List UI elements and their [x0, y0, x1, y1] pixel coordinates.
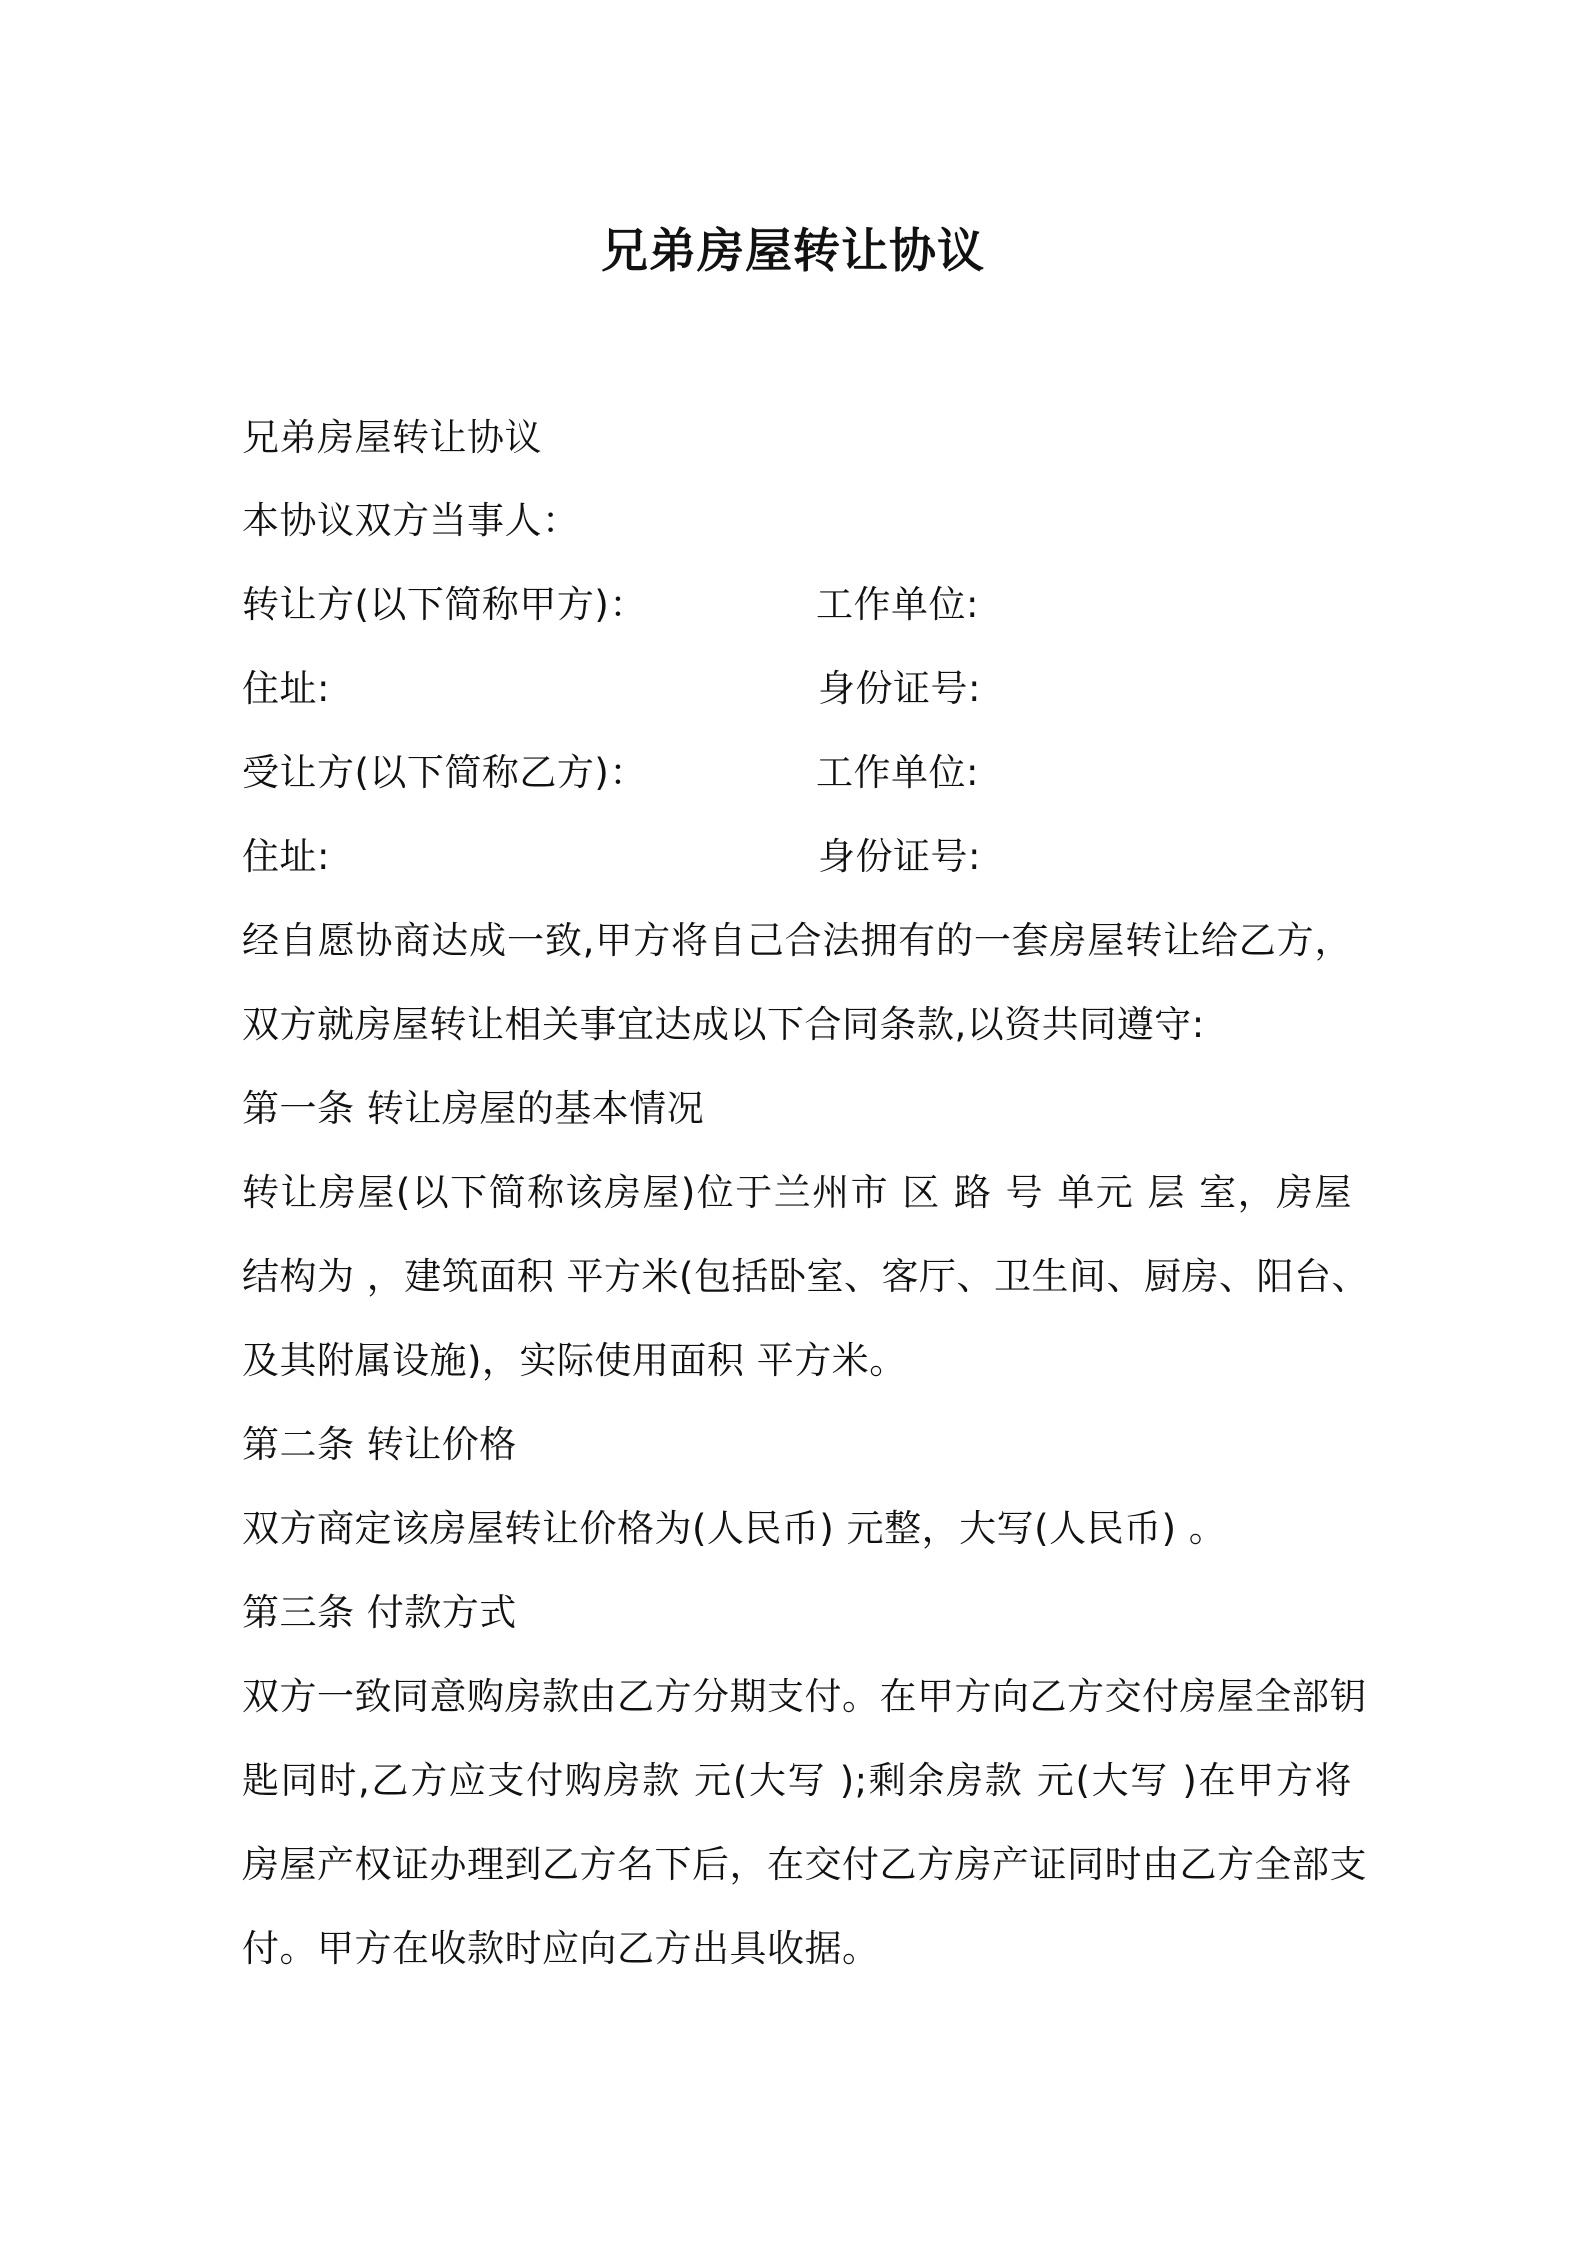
article-3-heading: 第三条 付款方式 — [242, 1591, 517, 1634]
body-line: 双方一致同意购房款由乙方分期支付。在甲方向乙方交付房屋全部钥 — [242, 1675, 1367, 1718]
body-line: 房屋产权证办理到乙方名下后，在交付乙方房产证同时由乙方全部支 — [242, 1843, 1367, 1886]
transferor-workplace-label: 工作单位: — [816, 583, 979, 626]
transferee-id-label: 身份证号: — [818, 835, 981, 878]
transferee-label: 受让方(以下简称乙方)： — [242, 751, 647, 794]
article-1-heading: 第一条 转让房屋的基本情况 — [242, 1087, 705, 1130]
body-line: 双方商定该房屋转让价格为(人民币) 元整，大写(人民币) 。 — [242, 1507, 1227, 1550]
transferee-workplace-label: 工作单位: — [816, 751, 979, 794]
body-line: 双方就房屋转让相关事宜达成以下合同条款,以资共同遵守: — [242, 1003, 1205, 1046]
transferee-address-label: 住址: — [242, 835, 330, 878]
transferor-label: 转让方(以下简称甲方)： — [242, 583, 647, 626]
body-line: 转让房屋(以下简称该房屋)位于兰州市 区 路 号 单元 层 室，房屋 — [242, 1171, 1352, 1214]
document-title: 兄弟房屋转让协议 — [601, 224, 985, 279]
body-line: 付。甲方在收款时应向乙方出具收据。 — [242, 1927, 880, 1970]
body-line: 匙同时,乙方应支付购房款 元(大写 );剩余房款 元(大写 )在甲方将 — [242, 1759, 1352, 1802]
body-line: 结构为 ，建筑面积 平方米(包括卧室、客厅、卫生间、厨房、阳台、 — [242, 1255, 1369, 1298]
subtitle-line: 兄弟房屋转让协议 — [242, 416, 542, 459]
body-line: 经自愿协商达成一致,甲方将自己合法拥有的一套房屋转让给乙方， — [242, 919, 1352, 962]
article-2-heading: 第二条 转让价格 — [242, 1423, 517, 1466]
transferor-address-label: 住址: — [242, 667, 330, 710]
transferor-id-label: 身份证号: — [818, 667, 981, 710]
parties-intro-line: 本协议双方当事人： — [242, 499, 580, 542]
body-line: 及其附属设施)，实际使用面积 平方米。 — [242, 1339, 907, 1382]
